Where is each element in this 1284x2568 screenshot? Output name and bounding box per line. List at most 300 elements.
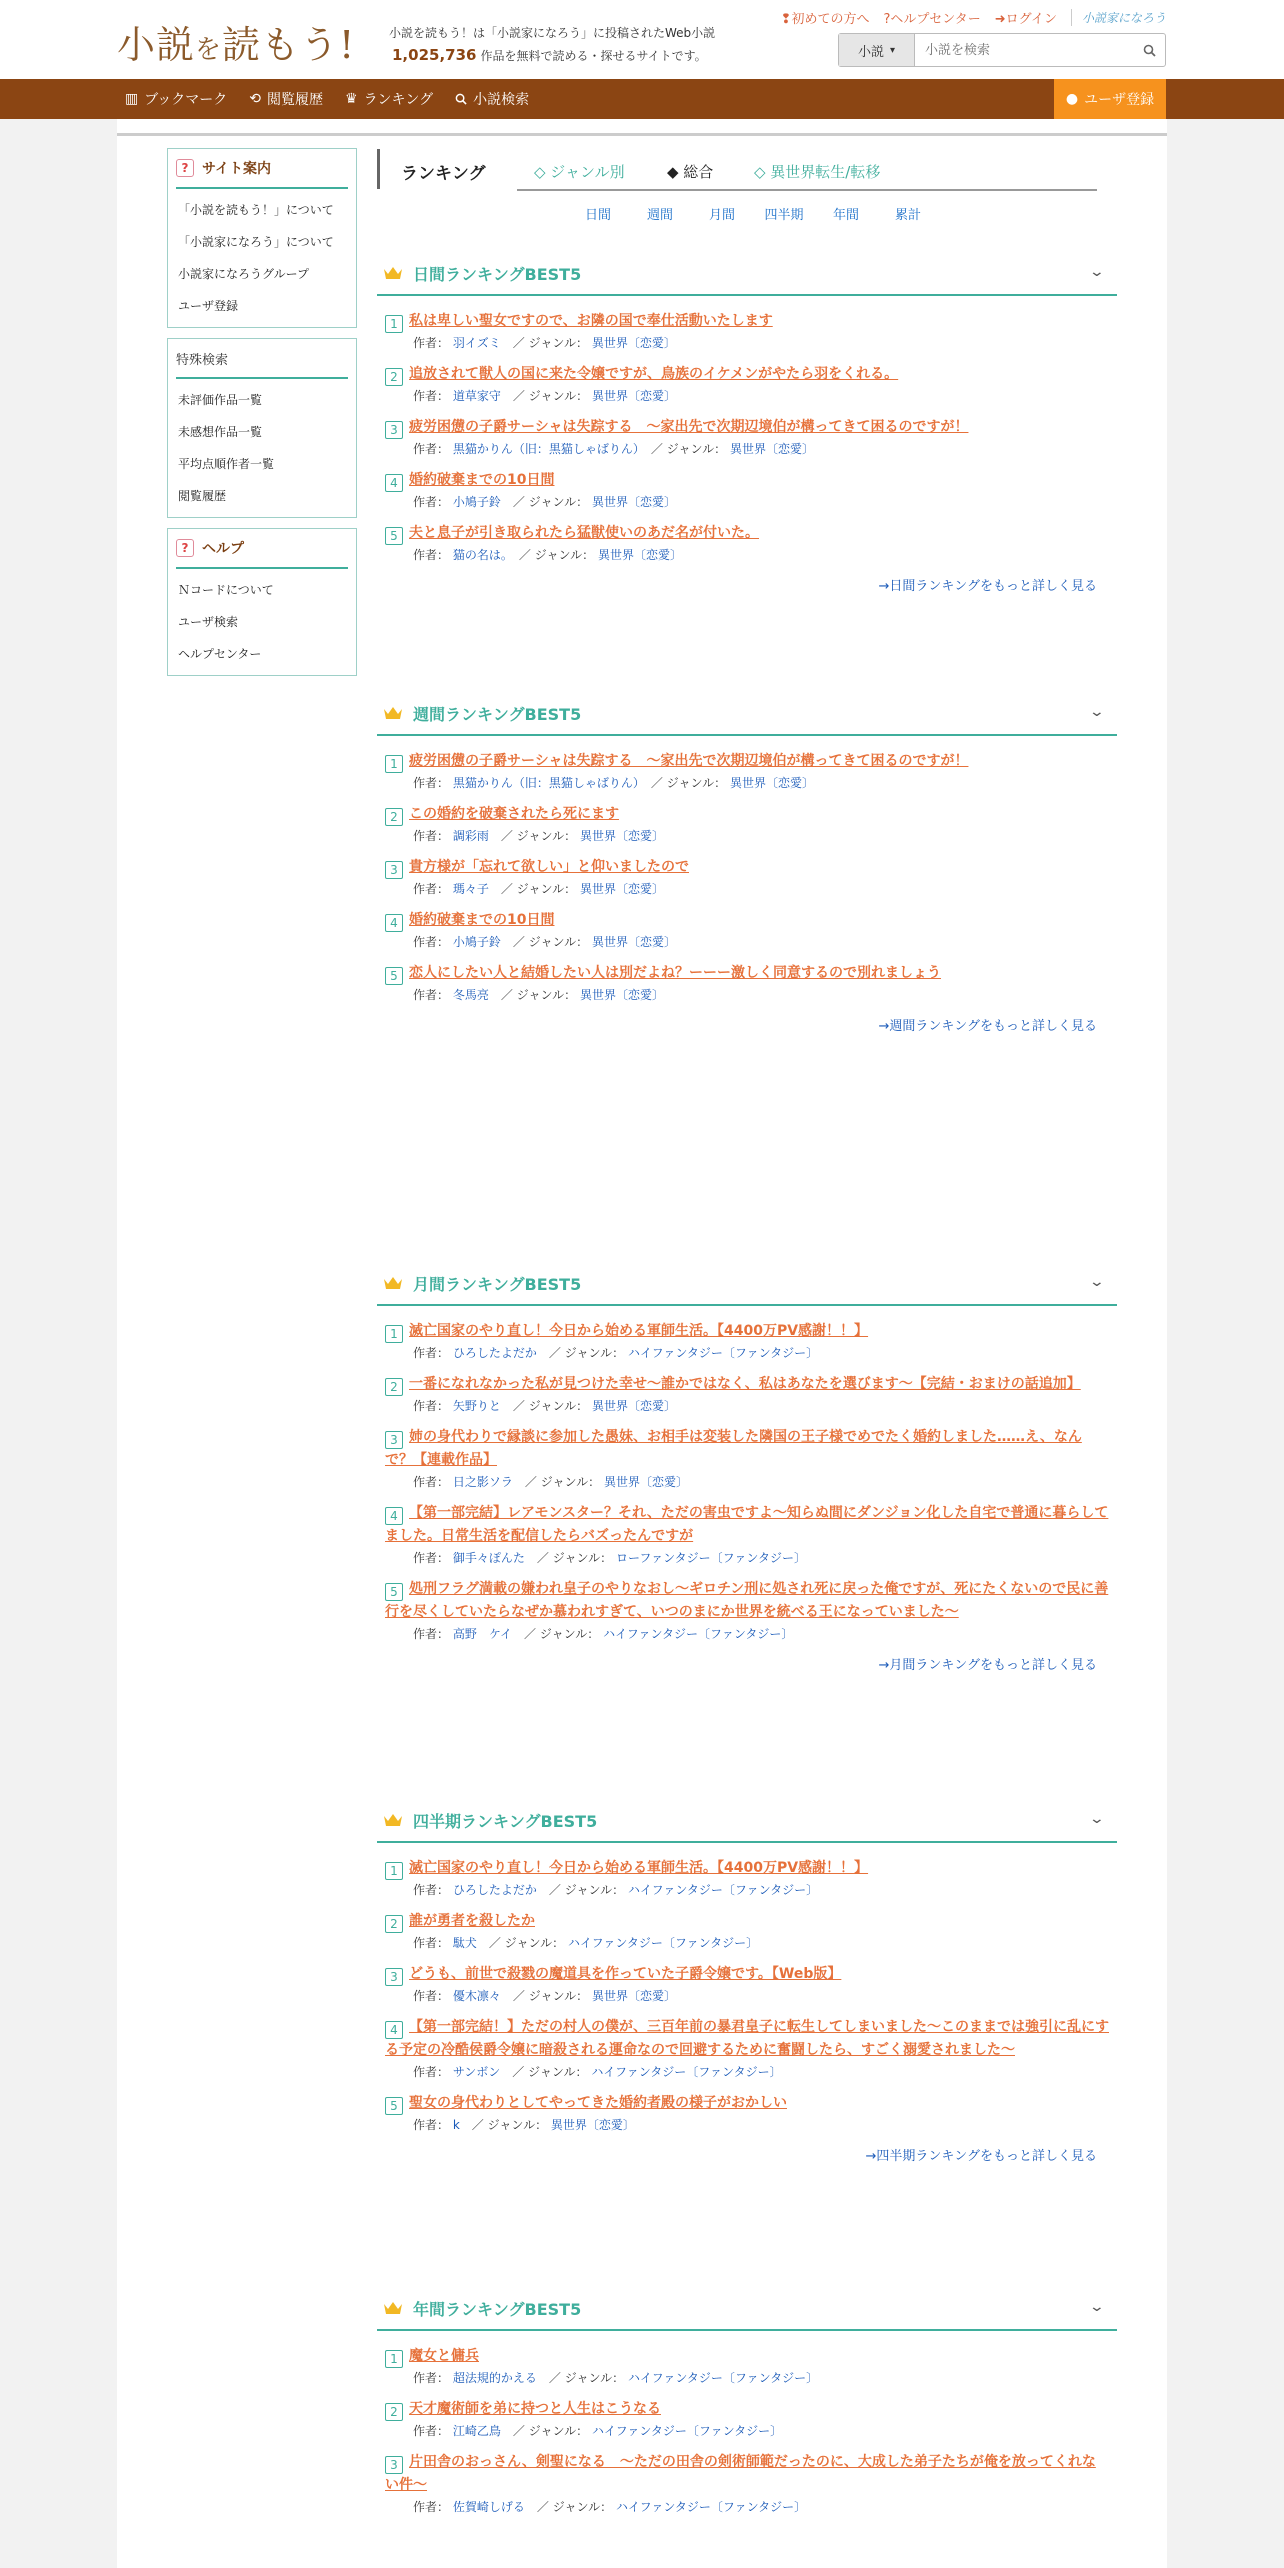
bookmark-icon: ▥	[125, 91, 139, 107]
author-label: 作者：	[413, 2065, 450, 2079]
ranking-item-meta	[385, 1472, 1109, 1492]
ranking-list	[377, 2331, 1117, 2517]
ranking-tabs	[377, 149, 1097, 193]
novel-title-link[interactable]: 婚約破棄までの10日間	[409, 912, 555, 928]
ranking-item	[385, 1857, 1109, 1900]
author-label: 作者：	[413, 1346, 450, 1360]
site-tagline: 小説を読もう！は「小説家になろう」に投稿されたWeb小説	[389, 26, 716, 40]
genre-link[interactable]: ハイファンタジー〔ファンタジー〕	[615, 2500, 807, 2514]
genre-link[interactable]: 異世界〔恋愛〕	[550, 2118, 635, 2132]
meta-separator: ／	[638, 776, 667, 790]
logo-mid: を	[195, 35, 223, 65]
ranking-item-title-line	[385, 2016, 1109, 2062]
help-center-link[interactable]	[883, 8, 980, 27]
genre-link[interactable]: ハイファンタジー〔ファンタジー〕	[567, 1936, 759, 1950]
ranking-item-meta	[385, 2115, 1109, 2135]
sidebar-special	[167, 338, 357, 518]
ranking-item-meta	[385, 439, 1109, 459]
sidebar-help	[167, 528, 357, 676]
ranking-item-title-line	[385, 2345, 1109, 2368]
genre-link[interactable]: ハイファンタジー〔ファンタジー〕	[627, 1346, 819, 1360]
rank-badge: 2	[385, 368, 403, 386]
novel-title-link[interactable]: どうも、前世で殺戮の魔道具を作っていた子爵令嬢です。【Web版】	[409, 1966, 842, 1982]
author-link[interactable]: 黒猫かりん（旧：黒猫しゃばりん）	[452, 442, 639, 456]
rank-badge: 3	[385, 2456, 403, 2474]
ranking-item-title-line	[385, 2451, 1109, 2497]
author-label: 作者：	[413, 1883, 450, 1897]
nav-bookmark-label: ブックマーク	[144, 92, 228, 108]
genre-label: ジャンル：	[539, 1627, 600, 1641]
author-link[interactable]: ひろしたよだか	[452, 1883, 537, 1897]
author-link[interactable]: 佐賀崎しげる	[452, 2500, 525, 2514]
author-label: 作者：	[413, 1399, 450, 1413]
genre-link[interactable]: 異世界〔恋愛〕	[591, 495, 676, 509]
genre-link[interactable]: ハイファンタジー〔ファンタジー〕	[627, 1883, 819, 1897]
ranking-item	[385, 2451, 1109, 2517]
chevron-down-icon[interactable]: ⌄	[1088, 1274, 1106, 1290]
author-link[interactable]: 優木凛々	[452, 1989, 501, 2003]
sidebar-item-history[interactable]: 閲覧履歴	[178, 488, 227, 503]
sidebar-guide-header	[176, 149, 348, 189]
ranking-item	[385, 2345, 1109, 2388]
ranking-item-meta	[385, 879, 1109, 899]
meta-separator: ／	[512, 1475, 541, 1489]
crown-icon	[383, 705, 403, 721]
genre-link[interactable]: 異世界〔恋愛〕	[579, 882, 664, 896]
section-header[interactable]	[377, 252, 1117, 296]
ranking-item-title-line	[385, 469, 1109, 492]
author-link[interactable]: k	[452, 2118, 460, 2132]
meta-separator: ／	[524, 2500, 553, 2514]
ranking-item	[385, 909, 1109, 952]
genre-label: ジャンル：	[516, 829, 577, 843]
crown-icon	[383, 1275, 403, 1291]
genre-label: ジャンル：	[666, 442, 727, 456]
rank-badge: 5	[385, 967, 403, 985]
top-divider	[117, 133, 1167, 136]
rank-badge: 4	[385, 474, 403, 492]
genre-link[interactable]: 異世界〔恋愛〕	[729, 442, 814, 456]
meta-separator: ／	[506, 548, 535, 562]
novel-title-link[interactable]: 夫と息子が引き取られたら猛獣使いのあだ名が付いた。	[409, 525, 759, 541]
beginner-link[interactable]	[781, 8, 870, 27]
login-link[interactable]	[995, 8, 1057, 27]
section-header[interactable]	[377, 1799, 1117, 1843]
ranking-section	[377, 2287, 1117, 2527]
novel-title-link[interactable]: 貴方様が「忘れて欲しい」と仰いましたので	[409, 859, 689, 875]
chevron-down-icon[interactable]: ⌄	[1088, 1811, 1106, 1827]
rank-badge: 5	[385, 527, 403, 545]
question-icon: ?	[883, 12, 891, 27]
genre-label: ジャンル：	[528, 1399, 589, 1413]
novel-title-link[interactable]: 疲労困憊の子爵サーシャは失踪する 〜家出先で次期辺境伯が構ってきて困るのですが！	[409, 753, 969, 769]
period-quarterly[interactable]: 四半期	[764, 208, 804, 223]
genre-link[interactable]: 異世界〔恋愛〕	[579, 988, 664, 1002]
sidebar-item-ncode[interactable]: Ｎコードについて	[178, 582, 274, 597]
page-title: ランキング	[401, 164, 486, 184]
ranking-item	[385, 803, 1109, 846]
login-label: ログイン	[1005, 12, 1057, 27]
genre-link[interactable]: 異世界〔恋愛〕	[729, 776, 814, 790]
meta-separator: ／	[500, 1399, 529, 1413]
author-link[interactable]: 日之影ソラ	[452, 1475, 513, 1489]
ranking-item-meta	[385, 386, 1109, 406]
site-logo[interactable]	[117, 14, 355, 69]
user-icon: ●	[1065, 91, 1079, 107]
rank-badge: 1	[385, 1325, 403, 1343]
ranking-list	[377, 1306, 1117, 1644]
ranking-list	[377, 1843, 1117, 2135]
ranking-item	[385, 1502, 1109, 1568]
ranking-item	[385, 522, 1109, 565]
ranking-item-meta	[385, 1343, 1109, 1363]
novel-title-link[interactable]: 滅亡国家のやり直し！今日から始める軍師生活。【4400万PV感謝！！】	[409, 1860, 869, 1876]
novel-title-link[interactable]: 姉の身代わりで縁談に参加した愚妹、お相手は変装した隣国の王子様でめでたく婚約しました……え、なんで？【連載作品】	[385, 1429, 1082, 1468]
period-yearly[interactable]: 年間	[832, 208, 859, 223]
logo-tail: 読もう!	[222, 23, 356, 67]
novel-title-link[interactable]: 誰が勇者を殺したか	[409, 1913, 535, 1929]
rank-badge: 2	[385, 1378, 403, 1396]
chevron-down-icon[interactable]: ⌄	[1088, 704, 1106, 720]
genre-label: ジャンル：	[528, 935, 589, 949]
work-count-suffix: 作品を無料で読める・探せるサイトです。	[480, 49, 707, 63]
beginner-label: 初めての方へ	[791, 12, 870, 27]
meta-separator: ／	[500, 2424, 529, 2438]
sidebar-item-group[interactable]: 小説家になろうグループ	[178, 266, 310, 281]
site-header	[0, 0, 1284, 79]
section-header[interactable]	[377, 2287, 1117, 2331]
meta-separator: ／	[500, 336, 529, 350]
meta-separator: ／	[500, 1989, 529, 2003]
search-button[interactable]	[1133, 34, 1165, 66]
section-title: 日間ランキングBEST5	[413, 264, 582, 284]
ranking-item-meta	[385, 1880, 1109, 1900]
rank-badge: 2	[385, 2403, 403, 2421]
ranking-item	[385, 1910, 1109, 1953]
ranking-item-title-line	[385, 750, 1109, 773]
meta-separator: ／	[500, 2065, 529, 2079]
sidebar-item-register[interactable]: ユーザ登録	[178, 298, 239, 313]
section-title: 四半期ランキングBEST5	[413, 1811, 598, 1831]
novel-title-link[interactable]: 一番になれなかった私が見つけた幸せ〜誰かではなく、私はあなたを選びます〜【完結・おまけの話追加】	[409, 1376, 1081, 1392]
meta-separator: ／	[524, 1551, 553, 1565]
genre-link[interactable]: ハイファンタジー〔ファンタジー〕	[591, 2424, 783, 2438]
meta-separator: ／	[536, 1346, 565, 1360]
genre-label: ジャンル：	[516, 988, 577, 1002]
genre-label: ジャンル：	[487, 2118, 548, 2132]
genre-label: ジャンル：	[564, 1883, 625, 1897]
ranking-item	[385, 856, 1109, 899]
section-header[interactable]	[377, 692, 1117, 736]
nav-ranking[interactable]	[345, 89, 433, 109]
nav-bookmark[interactable]	[125, 89, 227, 109]
novel-title-link[interactable]: この婚約を破棄されたら死にます	[409, 806, 619, 822]
genre-label: ジャンル：	[540, 1475, 601, 1489]
rank-badge: 3	[385, 1431, 403, 1449]
genre-link[interactable]: ハイファンタジー〔ファンタジー〕	[603, 1627, 794, 1641]
chevron-down-icon[interactable]: ⌄	[1088, 2299, 1106, 2315]
tab-isekai[interactable]: ◇ 異世界転生/転移	[754, 163, 881, 181]
nav-history-label: 閲覧履歴	[267, 92, 323, 108]
tabs-accent-bar	[377, 149, 380, 189]
main-nav	[0, 79, 1284, 119]
rank-badge: 3	[385, 421, 403, 439]
genre-link[interactable]: ハイファンタジー〔ファンタジー〕	[591, 2065, 782, 2079]
ranking-item-meta	[385, 1986, 1109, 2006]
meta-separator: ／	[500, 389, 529, 403]
author-link[interactable]: 矢野りと	[452, 1399, 501, 1413]
more-ranking-link[interactable]: →月間ランキングをもっと詳しく見る	[878, 1658, 1097, 1673]
genre-link[interactable]: 異世界〔恋愛〕	[597, 548, 682, 562]
genre-label: ジャンル：	[528, 336, 589, 350]
author-label: 作者：	[413, 935, 450, 949]
sidebar-item-about-yomou[interactable]: 「小説を読もう！」について	[178, 202, 334, 217]
ranking-item-title-line	[385, 522, 1109, 545]
ranking-item-meta	[385, 985, 1109, 1005]
novel-title-link[interactable]: 処刑フラグ満載の嫌われ皇子のやりなおし～ギロチン刑に処され死に戻った俺ですが、死にたくないので民に善行を尽くしていたらなぜか慕われすぎて、いつのまにか世界を統べる王になっていました～	[385, 1581, 1109, 1620]
ranking-item-meta	[385, 333, 1109, 353]
author-link[interactable]: 超法規的かえる	[452, 2371, 537, 2385]
sidebar-item-no-review[interactable]: 未感想作品一覧	[178, 424, 263, 439]
ranking-section	[377, 1799, 1117, 2164]
rank-badge: 1	[385, 1862, 403, 1880]
novel-title-link[interactable]: 魔女と傭兵	[409, 2348, 479, 2364]
ranking-item-title-line	[385, 416, 1109, 439]
sidebar-item-help-center[interactable]: ヘルプセンター	[178, 646, 262, 661]
section-title: 年間ランキングBEST5	[413, 2299, 582, 2319]
sidebar-item-about-narou[interactable]: 「小説家になろう」について	[178, 234, 334, 249]
register-button[interactable]	[1054, 79, 1166, 119]
author-link[interactable]: 御手々ぽんた	[452, 1551, 525, 1565]
author-link[interactable]: 瑪々子	[452, 882, 489, 896]
meta-separator: ／	[488, 882, 517, 896]
ranking-item	[385, 2398, 1109, 2441]
meta-separator: ／	[488, 829, 517, 843]
section-header[interactable]	[377, 1262, 1117, 1306]
ranking-item-meta	[385, 545, 1109, 565]
search-icon	[1143, 44, 1156, 57]
chevron-down-icon[interactable]: ⌄	[1088, 264, 1106, 280]
novel-title-link[interactable]: 滅亡国家のやり直し！今日から始める軍師生活。【4400万PV感謝！！】	[409, 1323, 869, 1339]
author-link[interactable]: 駄犬	[452, 1936, 477, 1950]
nav-history[interactable]	[249, 89, 323, 109]
author-link[interactable]: 猫の名は。	[452, 548, 507, 562]
top-links	[781, 8, 1166, 27]
novel-title-link[interactable]: 婚約破棄までの10日間	[409, 472, 555, 488]
period-monthly[interactable]: 月間	[708, 208, 735, 223]
ranking-item-title-line	[385, 363, 1109, 386]
author-label: 作者：	[413, 1627, 450, 1641]
author-link[interactable]: 黒猫かりん（旧：黒猫しゃばりん）	[452, 776, 639, 790]
section-title: 週間ランキングBEST5	[413, 704, 582, 724]
genre-link[interactable]: ローファンタジー〔ファンタジー〕	[615, 1551, 806, 1565]
ranking-item-meta	[385, 932, 1109, 952]
genre-link[interactable]: 異世界〔恋愛〕	[591, 389, 676, 403]
rank-badge: 5	[385, 1583, 403, 1601]
ranking-item	[385, 416, 1109, 459]
ranking-item-title-line	[385, 856, 1109, 879]
sidebar-item-avg-authors[interactable]: 平均点順作者一覧	[178, 456, 275, 471]
ranking-list	[377, 296, 1117, 565]
genre-label: ジャンル：	[564, 2371, 625, 2385]
ranking-item-meta	[385, 2421, 1109, 2441]
author-link[interactable]: 羽イズミ	[452, 336, 501, 350]
ranking-item	[385, 2092, 1109, 2135]
author-label: 作者：	[413, 548, 450, 562]
tab-total[interactable]: ◆ 総合	[667, 163, 714, 181]
ranking-item-meta	[385, 773, 1109, 793]
novel-title-link[interactable]: 追放されて獣人の国に来た令嬢ですが、鳥族のイケメンがやたら羽をくれる。	[409, 366, 899, 382]
genre-link[interactable]: 異世界〔恋愛〕	[603, 1475, 688, 1489]
genre-label: ジャンル：	[534, 548, 595, 562]
ranking-item-meta	[385, 2497, 1109, 2517]
work-count: 1,025,736	[392, 46, 477, 64]
author-link[interactable]: 小鳩子鈴	[452, 935, 501, 949]
genre-link[interactable]: 異世界〔恋愛〕	[579, 829, 664, 843]
search-input[interactable]	[915, 34, 1133, 66]
rank-badge: 1	[385, 315, 403, 333]
rank-badge: 2	[385, 1915, 403, 1933]
author-link[interactable]: 調彩雨	[452, 829, 489, 843]
author-label: 作者：	[413, 495, 450, 509]
more-ranking-link[interactable]: →四半期ランキングをもっと詳しく見る	[865, 2149, 1097, 2164]
sidebar-item-user-search[interactable]: ユーザ検索	[178, 614, 239, 629]
ranking-item	[385, 2016, 1109, 2082]
novel-title-link[interactable]: 私は卑しい聖女ですので、お隣の国で奉仕活動いたします	[409, 313, 773, 329]
sidebar-help-header	[176, 529, 348, 569]
genre-label: ジャンル：	[528, 2065, 588, 2079]
ranking-item-title-line	[385, 2398, 1109, 2421]
ranking-item	[385, 1320, 1109, 1363]
author-link[interactable]: 高野 ケイ	[452, 1627, 513, 1641]
rank-badge: 4	[385, 1507, 403, 1525]
rank-badge: 3	[385, 1968, 403, 1986]
login-icon: ➜	[994, 12, 1006, 27]
author-label: 作者：	[413, 336, 450, 350]
narou-logo-link[interactable]: 小説家になろう	[1071, 9, 1166, 26]
beginner-icon: ❢	[780, 12, 792, 27]
genre-link[interactable]: ハイファンタジー〔ファンタジー〕	[627, 2371, 819, 2385]
novel-title-link[interactable]: 【第一部完結】レアモンスター？それ、ただの害虫ですよ～知らぬ間にダンジョン化した自宅で普通に暮らしてました。日常生活を配信したらバズったんですが	[385, 1505, 1109, 1544]
period-daily[interactable]: 日間	[584, 208, 611, 223]
sidebar-item-unrated[interactable]: 未評価作品一覧	[178, 392, 263, 407]
nav-novel-search[interactable]	[455, 89, 529, 109]
crown-icon	[383, 1812, 403, 1828]
author-label: 作者：	[413, 2500, 450, 2514]
more-ranking-link[interactable]: →週間ランキングをもっと詳しく見る	[878, 1019, 1097, 1034]
rank-badge: 3	[385, 861, 403, 879]
author-label: 作者：	[413, 442, 450, 456]
rank-badge: 4	[385, 914, 403, 932]
ranking-item-title-line	[385, 962, 1109, 985]
genre-label: ジャンル：	[666, 776, 727, 790]
author-label: 作者：	[413, 988, 450, 1002]
novel-title-link[interactable]: 天才魔術師を弟に持つと人生はこうなる	[409, 2401, 661, 2417]
ranking-item-title-line	[385, 310, 1109, 333]
genre-link[interactable]: 異世界〔恋愛〕	[591, 935, 676, 949]
ranking-item	[385, 469, 1109, 512]
crown-icon	[383, 2300, 403, 2316]
ranking-item-meta	[385, 1548, 1109, 1568]
novel-title-link[interactable]: 恋人にしたい人と結婚したい人は別だよね？ーーー激しく同意するので別れましょう	[409, 965, 941, 981]
genre-label: ジャンル：	[504, 1936, 565, 1950]
ranking-item	[385, 1963, 1109, 2006]
period-weekly[interactable]: 週間	[646, 208, 673, 223]
meta-separator: ／	[536, 1883, 565, 1897]
meta-separator: ／	[536, 2371, 565, 2385]
more-ranking-link[interactable]: →日間ランキングをもっと詳しく見る	[878, 579, 1097, 594]
meta-separator: ／	[476, 1936, 505, 1950]
search-type-select[interactable]: 小説 ▾	[839, 34, 915, 66]
ranking-item-title-line	[385, 1963, 1109, 1986]
author-link[interactable]: 道草家守	[452, 389, 501, 403]
question-icon: ?	[176, 539, 194, 557]
help-center-label: ヘルプセンター	[890, 12, 981, 27]
author-label: 作者：	[413, 1989, 450, 2003]
genre-label: ジャンル：	[552, 1551, 613, 1565]
novel-title-link[interactable]: 聖女の身代わりとしてやってきた婚約者殿の様子がおかしい	[409, 2095, 787, 2111]
ranking-item-meta	[385, 1933, 1109, 1953]
author-label: 作者：	[413, 389, 450, 403]
genre-label: ジャンル：	[528, 1989, 589, 2003]
author-link[interactable]: 冬馬亮	[452, 988, 489, 1002]
genre-link[interactable]: 異世界〔恋愛〕	[591, 336, 676, 350]
rank-badge: 1	[385, 2350, 403, 2368]
rank-badge: 2	[385, 808, 403, 826]
ranking-item-meta	[385, 826, 1109, 846]
author-label: 作者：	[413, 1936, 450, 1950]
period-cumulative[interactable]: 累計	[894, 208, 921, 223]
ranking-item	[385, 962, 1109, 1005]
author-link[interactable]: 江崎乙鳥	[452, 2424, 501, 2438]
genre-label: ジャンル：	[564, 1346, 625, 1360]
genre-link[interactable]: 異世界〔恋愛〕	[591, 1989, 676, 2003]
genre-link[interactable]: 異世界〔恋愛〕	[591, 1399, 676, 1413]
meta-separator: ／	[459, 2118, 488, 2132]
period-links	[567, 204, 939, 223]
ranking-item-title-line	[385, 1578, 1109, 1624]
meta-separator: ／	[500, 495, 529, 509]
ranking-item	[385, 1373, 1109, 1416]
author-label: 作者：	[413, 1475, 450, 1489]
ranking-section	[377, 1262, 1117, 1673]
nav-novel-search-label: 小説検索	[473, 92, 530, 108]
meta-separator: ／	[488, 988, 517, 1002]
crown-icon: ♛	[345, 91, 358, 107]
ranking-item-title-line	[385, 2092, 1109, 2115]
author-link[interactable]: 小鳩子鈴	[452, 495, 501, 509]
novel-title-link[interactable]: 【第一部完結！】ただの村人の僕が、三百年前の暴君皇子に転生してしまいました～このままでは強引に乱にする予定の冷酷侯爵令嬢に暗殺される運命なので回避するために奮闘したら、すごく溺愛されました～	[385, 2019, 1109, 2058]
author-label: 作者：	[413, 829, 450, 843]
author-link[interactable]: ひろしたよだか	[452, 1346, 537, 1360]
novel-title-link[interactable]: 片田舎のおっさん、剣聖になる ～ただの田舎の剣術師範だったのに、大成した弟子たちが俺を放ってくれない件～	[385, 2454, 1096, 2493]
novel-title-link[interactable]: 疲労困憊の子爵サーシャは失踪する 〜家出先で次期辺境伯が構ってきて困るのですが！	[409, 419, 969, 435]
logo-main: 小説	[117, 23, 196, 67]
ranking-item	[385, 1578, 1109, 1644]
ranking-item-meta	[385, 2062, 1109, 2082]
main-container	[117, 119, 1167, 2568]
tab-genre[interactable]: ◇ ジャンル別	[534, 163, 625, 181]
search-bar	[838, 33, 1166, 67]
meta-separator: ／	[512, 1627, 540, 1641]
ranking-item-title-line	[385, 1373, 1109, 1396]
author-link[interactable]: サンボン	[452, 2065, 501, 2079]
author-label: 作者：	[413, 882, 450, 896]
ranking-item-title-line	[385, 1320, 1109, 1343]
sidebar-special-header: 特殊検索	[176, 339, 348, 379]
genre-label: ジャンル：	[528, 2424, 589, 2438]
author-label: 作者：	[413, 2118, 450, 2132]
